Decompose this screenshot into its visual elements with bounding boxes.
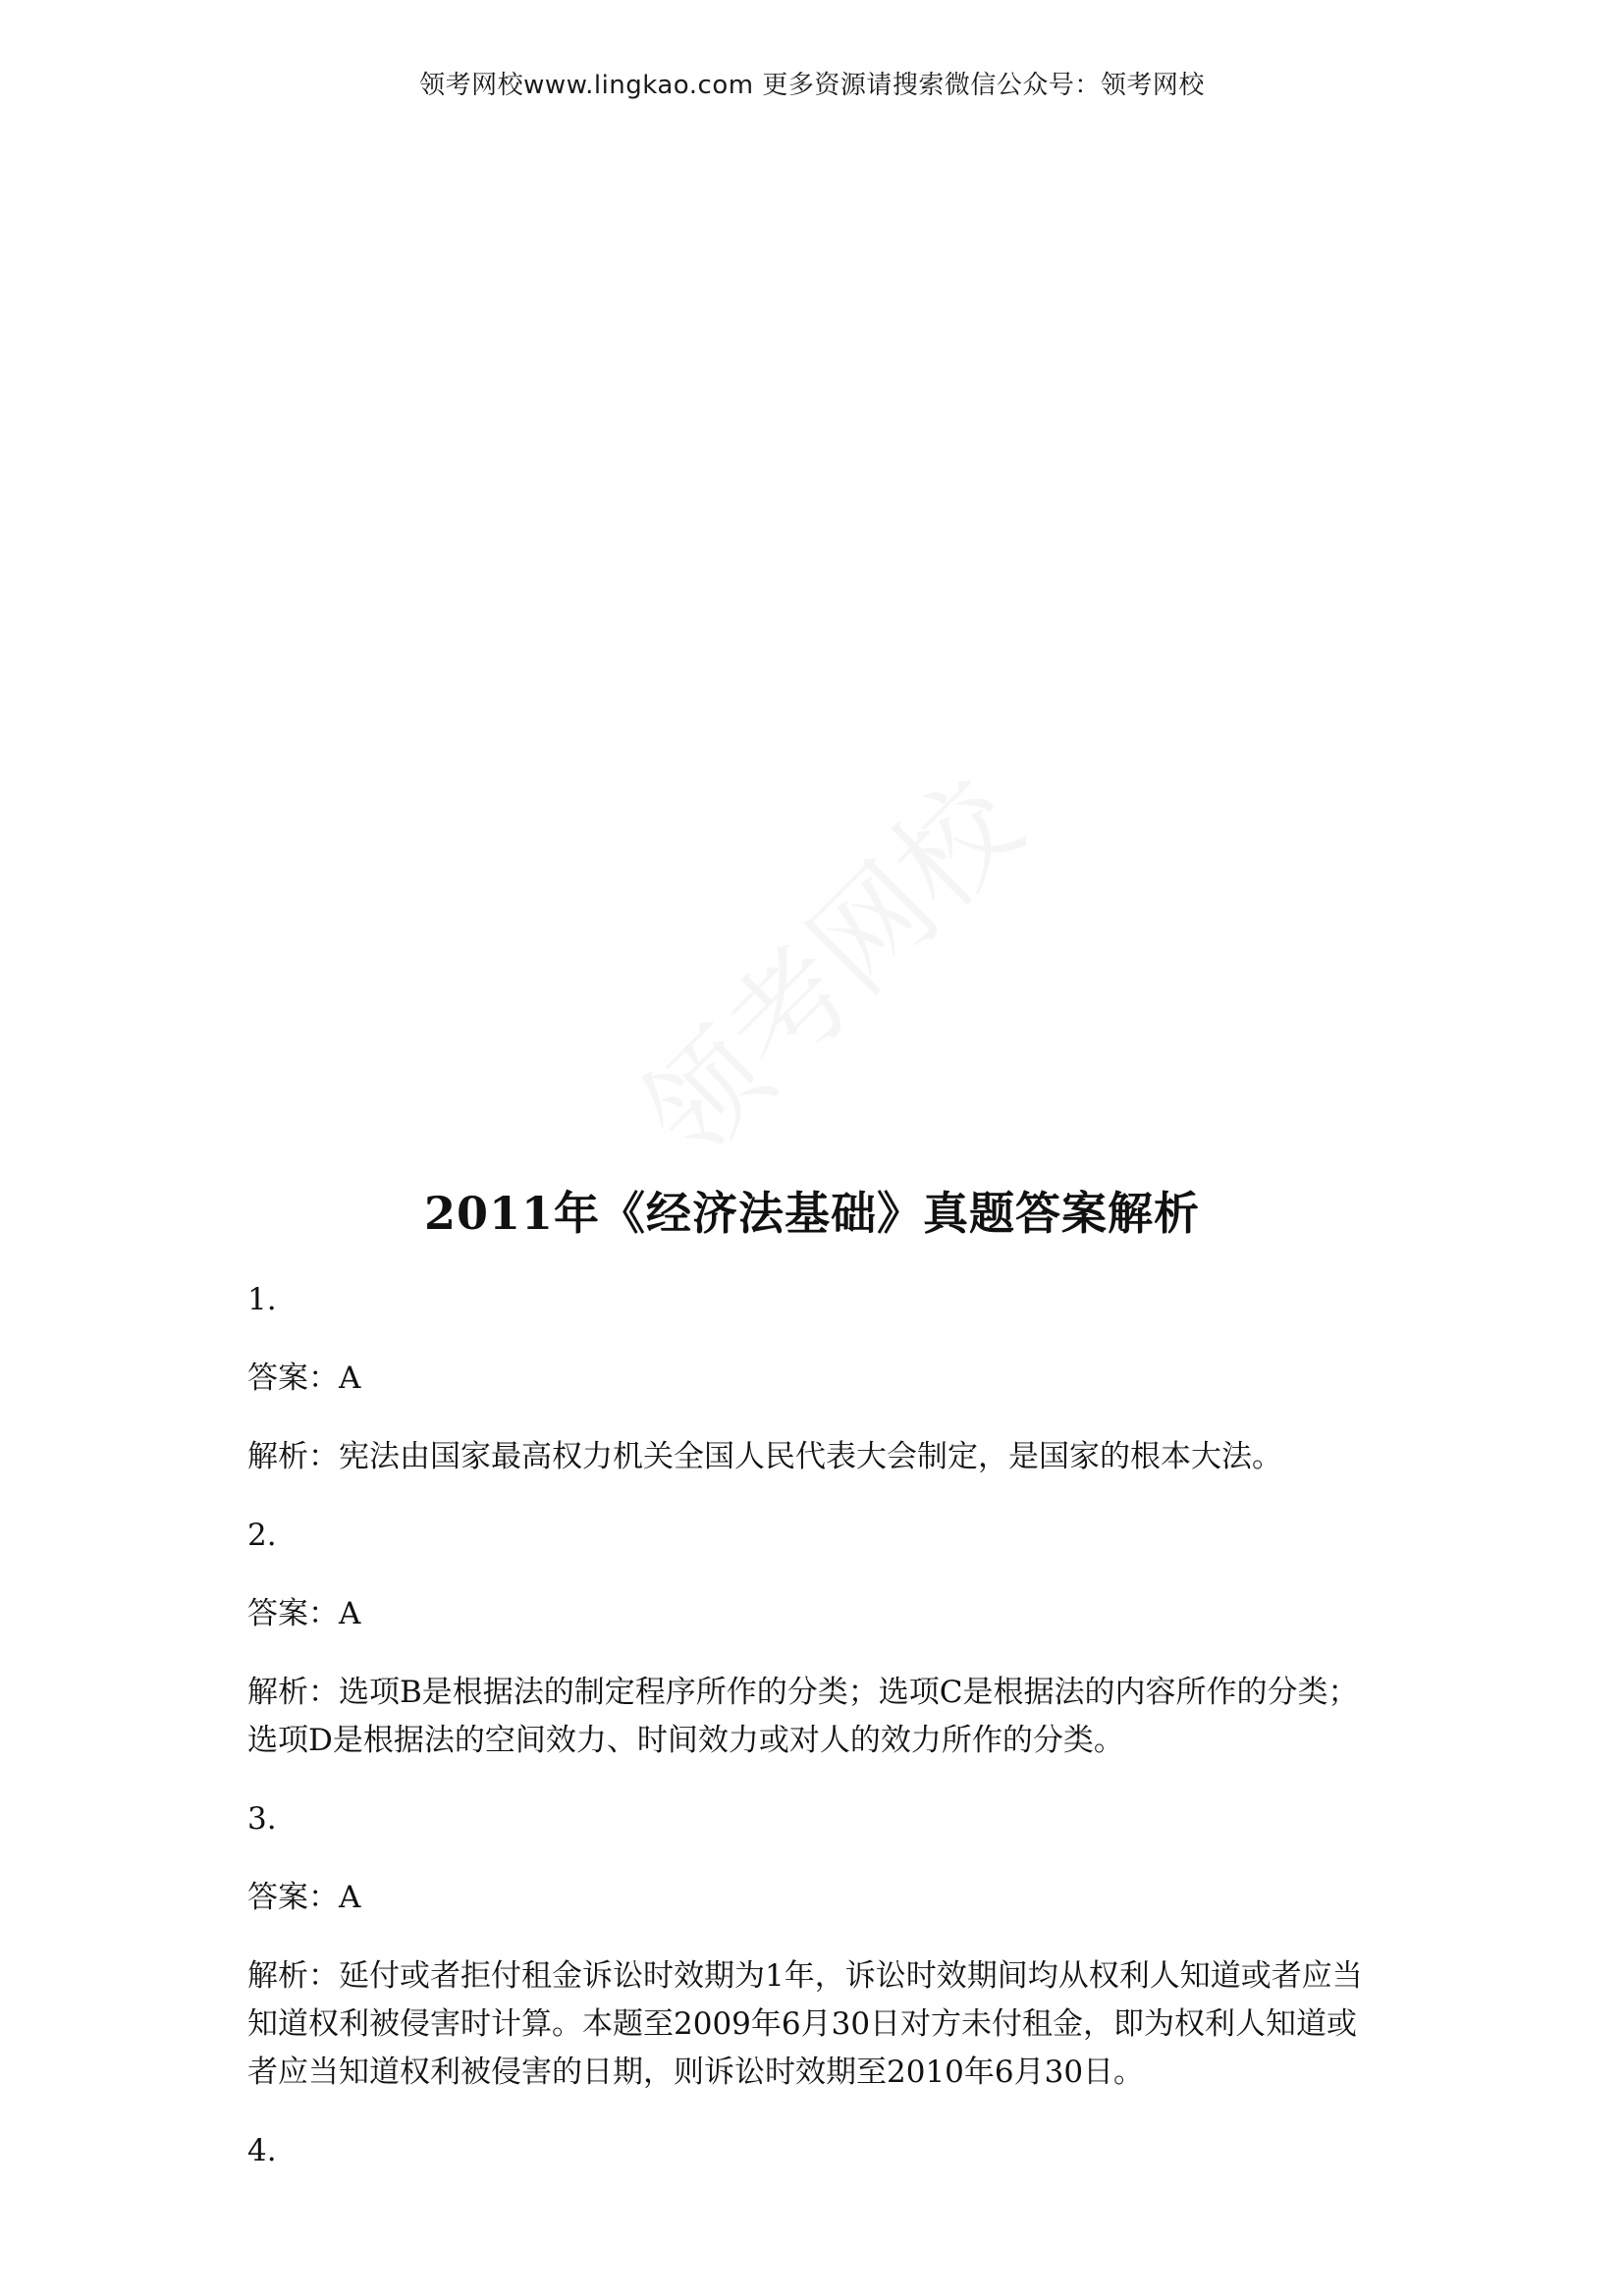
answer-line: 答案：A (247, 1596, 361, 1631)
analysis-paragraph: 解析：选项B是根据法的制定程序所作的分类；选项C是根据法的内容所作的分类；选项D是根据法的空间效力、时间效力或对人的效力所作的分类。 (247, 1675, 1359, 1758)
answer-line: 答案：A (247, 1361, 361, 1396)
analysis-paragraph: 解析：宪法由国家最高权力机关全国人民代表大会制定，是国家的根本大法。 (247, 1439, 1282, 1474)
answer-line: 答案：A (247, 1880, 361, 1915)
question-number: 4. (247, 2133, 277, 2168)
question-number: 2. (247, 1518, 277, 1553)
document-title: 2011年《经济法基础》真题答案解析 (423, 1187, 1201, 1240)
document-body (247, 1276, 1386, 2206)
analysis-paragraph: 解析：延付或者拒付租金诉讼时效期为1年，诉讼时效期间均从权利人知道或者应当知道权利被侵害时计算。本题至2009年6月30日对方未付租金，即为权利人知道或者应当知道权利被侵害的日期，则诉讼时效期至2010年6月30日。 (247, 1958, 1363, 2090)
page-header: 领考网校www.lingkao.com 更多资源请搜索微信公众号：领考网校 (419, 71, 1205, 100)
question-number: 3. (247, 1801, 277, 1837)
question-number: 1. (247, 1282, 277, 1317)
watermark (599, 737, 1052, 1190)
